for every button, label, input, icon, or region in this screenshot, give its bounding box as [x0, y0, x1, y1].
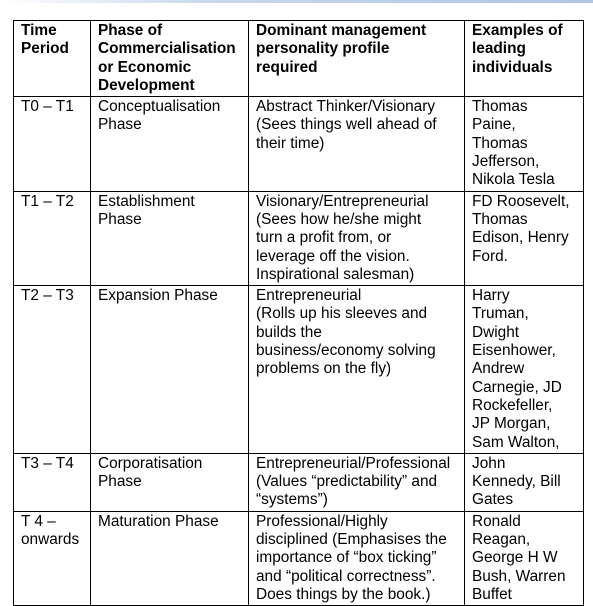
header-profile: Dominant management personality profile required [249, 21, 465, 97]
examples-cell: Thomas Paine, Thomas Jefferson, Nikola Tesla [465, 97, 584, 191]
examples-cell: John Kennedy, Bill Gates [465, 453, 584, 511]
period-cell: T0 – T1 [14, 97, 91, 191]
table-row [14, 97, 584, 191]
table-row [14, 453, 584, 511]
phase-cell: Corporatisation Phase [91, 453, 249, 511]
phase-cell: Expansion Phase [91, 286, 249, 454]
header-examples: Examples of leading individuals [465, 21, 584, 97]
table-row [14, 286, 584, 454]
profile-cell: Abstract Thinker/Visionary (Sees things well ahead of their time) [249, 97, 465, 191]
management-phases-table [13, 20, 584, 606]
header-phase: Phase of Commercialisation or Economic Development [91, 21, 249, 97]
phase-cell: Establishment Phase [91, 191, 249, 285]
phase-cell: Conceptualisation Phase [91, 97, 249, 191]
header-time-period: Time Period [14, 21, 91, 97]
table-row [14, 511, 584, 605]
period-cell: T2 – T3 [14, 286, 91, 454]
profile-cell: Professional/Highly disciplined (Emphasises the importance of “box ticking” and “political correctness”. Does things by the book.) [249, 511, 465, 605]
profile-cell: Visionary/Entrepreneurial (Sees how he/she might turn a profit from, or leverage off the vision. Inspirational salesman) [249, 191, 465, 285]
table-row [14, 191, 584, 285]
header-row [14, 21, 584, 97]
period-cell: T 4 – onwards [14, 511, 91, 605]
phase-cell: Maturation Phase [91, 511, 249, 605]
period-cell: T1 – T2 [14, 191, 91, 285]
top-divider [0, 0, 593, 3]
examples-cell: Harry Truman, Dwight Eisenhower, Andrew Carnegie, JD Rockefeller, JP Morgan, Sam Walton, [465, 286, 584, 454]
profile-cell: Entrepreneurial/Professional (Values “predictability” and “systems”) [249, 453, 465, 511]
profile-cell: Entrepreneurial (Rolls up his sleeves and builds the business/economy solving problems on the fly) [249, 286, 465, 454]
examples-cell: FD Roosevelt, Thomas Edison, Henry Ford. [465, 191, 584, 285]
period-cell: T3 – T4 [14, 453, 91, 511]
examples-cell: Ronald Reagan, George H W Bush, Warren Buffet [465, 511, 584, 605]
